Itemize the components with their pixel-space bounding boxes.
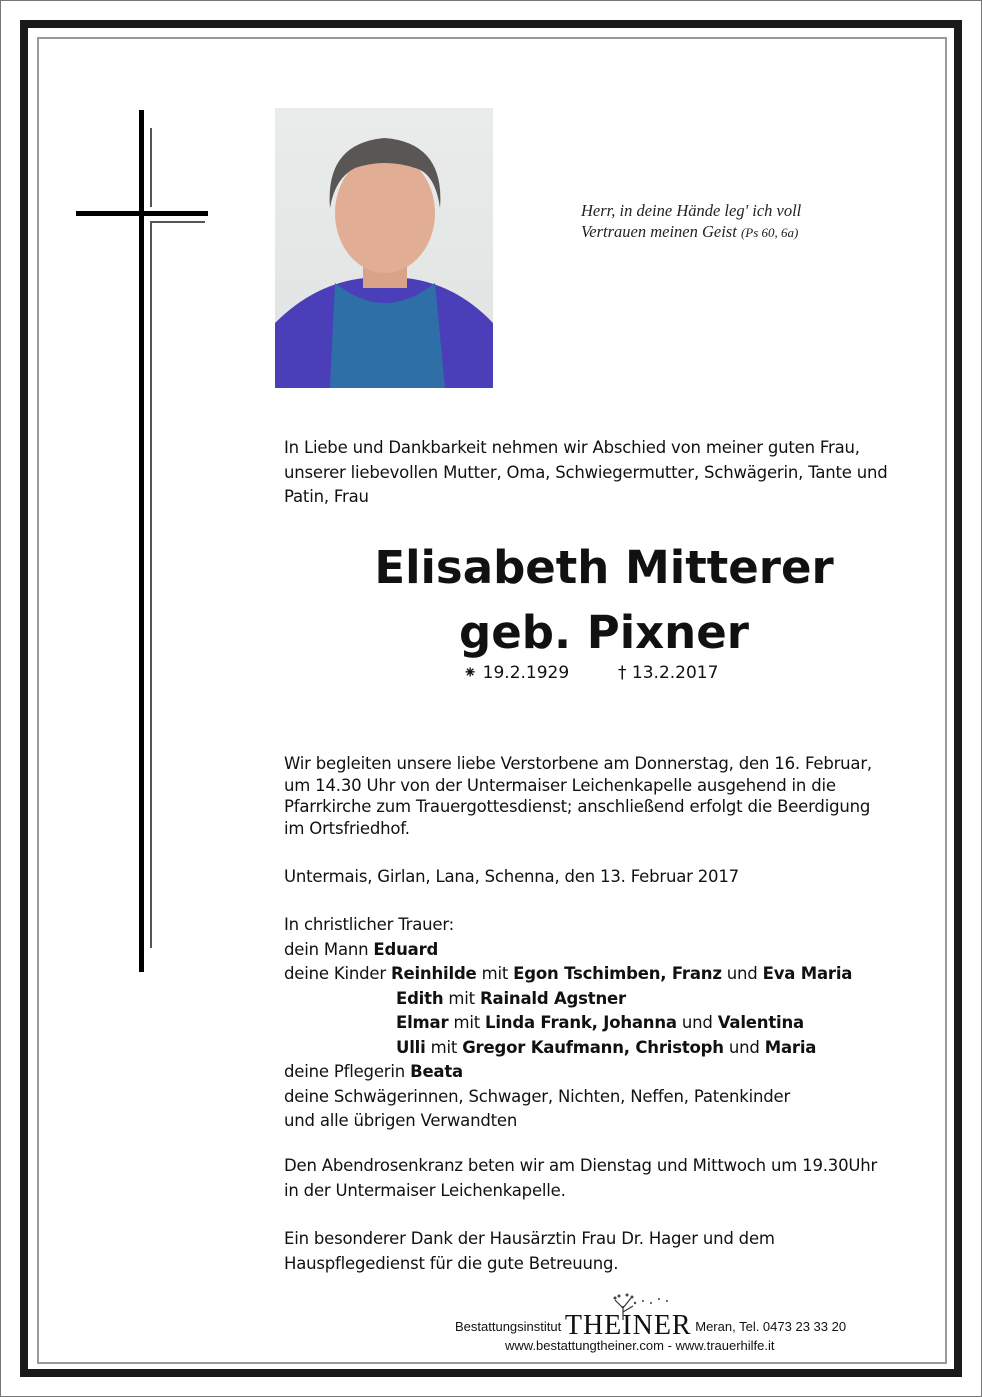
portrait-photo bbox=[275, 108, 493, 388]
quote-reference: (Ps 60, 6a) bbox=[740, 225, 799, 240]
footer-contact: Meran, Tel. 0473 23 33 20 bbox=[695, 1319, 847, 1334]
footer-websites[interactable]: www.bestattungtheiner.com - www.trauerhilfe.it bbox=[505, 1338, 775, 1353]
name-bold: Linda Frank, Johanna bbox=[485, 1013, 677, 1032]
mourner-line bbox=[284, 1036, 924, 1061]
mourner-line bbox=[284, 938, 924, 963]
text-span: und bbox=[676, 1013, 718, 1032]
text-span: mit bbox=[476, 964, 514, 983]
text-span: deine Pflegerin bbox=[284, 1062, 411, 1081]
name-bold: Maria bbox=[764, 1037, 817, 1057]
quote-text: Vertrauen meinen Geist bbox=[581, 222, 737, 241]
theiner-logo: THEINER bbox=[564, 1310, 692, 1341]
text-line: Hauspflegedienst für die gute Betreuung. bbox=[284, 1253, 619, 1273]
maiden-name: geb. Pixner bbox=[459, 606, 749, 659]
text-line: Patin, Frau bbox=[284, 487, 369, 506]
name-bold: Edith bbox=[396, 988, 444, 1008]
name-bold: Elmar bbox=[396, 1013, 449, 1032]
deceased-name: Elisabeth Mitterer bbox=[374, 541, 834, 594]
name-bold: Gregor Kaufmann, Christoph bbox=[462, 1037, 724, 1057]
text-line: unserer liebevollen Mutter, Oma, Schwiegermutter, Schwägerin, Tante und bbox=[284, 462, 888, 482]
name-bold: Reinhilde bbox=[390, 964, 477, 983]
quote-line bbox=[581, 221, 801, 243]
text-span: mit bbox=[443, 988, 480, 1008]
birth-date: 19.2.1929 bbox=[482, 663, 570, 683]
mourner-line: und alle übrigen Verwandten bbox=[284, 1111, 518, 1130]
text-line: um 14.30 Uhr von der Untermaiser Leichenkapelle ausgehend in die bbox=[284, 775, 836, 795]
bible-quote bbox=[581, 200, 801, 243]
text-line: im Ortsfriedhof. bbox=[284, 818, 410, 838]
name-bold: Egon Tschimben, Franz bbox=[513, 964, 722, 983]
funeral-paragraph bbox=[284, 753, 924, 839]
name-bold: Rainald Agstner bbox=[480, 988, 626, 1008]
thanks-paragraph bbox=[284, 1227, 924, 1276]
mourner-line bbox=[284, 1011, 924, 1036]
name-bold: Eva Maria bbox=[762, 964, 853, 983]
life-dates bbox=[463, 663, 718, 683]
text-line: Pfarrkirche zum Trauergottesdienst; anschließend erfolgt die Beerdigung bbox=[284, 797, 871, 816]
text-line: In Liebe und Dankbarkeit nehmen wir Abschied von meiner guten Frau, bbox=[284, 438, 860, 457]
text-line: in der Untermaiser Leichenkapelle. bbox=[284, 1180, 566, 1200]
text-span: mit bbox=[425, 1037, 463, 1057]
death-cross-icon: † bbox=[618, 663, 627, 683]
birth-star-icon: ⁕ bbox=[463, 663, 478, 683]
text-span: mit bbox=[448, 1013, 486, 1032]
intro-paragraph bbox=[284, 436, 924, 510]
place-date: Untermais, Girlan, Lana, Schenna, den 13. Februar 2017 bbox=[284, 867, 739, 886]
mourner-line bbox=[284, 1060, 924, 1085]
quote-line: Herr, in deine Hände leg' ich voll bbox=[581, 201, 802, 220]
text-span: und bbox=[723, 1037, 765, 1057]
name-bold: Beata bbox=[410, 1062, 463, 1081]
text-span: und bbox=[721, 964, 763, 983]
rosary-paragraph bbox=[284, 1154, 924, 1203]
text-line: Den Abendrosenkranz beten wir am Dienstag und Mittwoch um 19.30Uhr bbox=[284, 1156, 878, 1175]
name-bold: Valentina bbox=[717, 1013, 804, 1032]
text-line: Wir begleiten unsere liebe Verstorbene am Donnerstag, den 16. Februar, bbox=[284, 754, 872, 773]
text-line: Ein besonderer Dank der Hausärztin Frau Dr. Hager und dem bbox=[284, 1229, 775, 1248]
mourner-line bbox=[284, 962, 924, 987]
mourner-line bbox=[284, 987, 924, 1012]
name-bold: Eduard bbox=[373, 939, 439, 959]
death-date: 13.2.2017 bbox=[631, 663, 719, 683]
tree-logo-icon bbox=[605, 1292, 675, 1322]
name-bold: Ulli bbox=[396, 1037, 426, 1057]
mourners-list bbox=[284, 913, 924, 1134]
text-span: deine Kinder bbox=[284, 964, 391, 983]
mourner-line: deine Schwägerinnen, Schwager, Nichten, Neffen, Patenkinder bbox=[284, 1086, 791, 1106]
text-span: dein Mann bbox=[284, 939, 374, 959]
footer-prefix: Bestattungsinstitut bbox=[455, 1319, 562, 1334]
mourners-heading: In christlicher Trauer: bbox=[284, 915, 455, 934]
